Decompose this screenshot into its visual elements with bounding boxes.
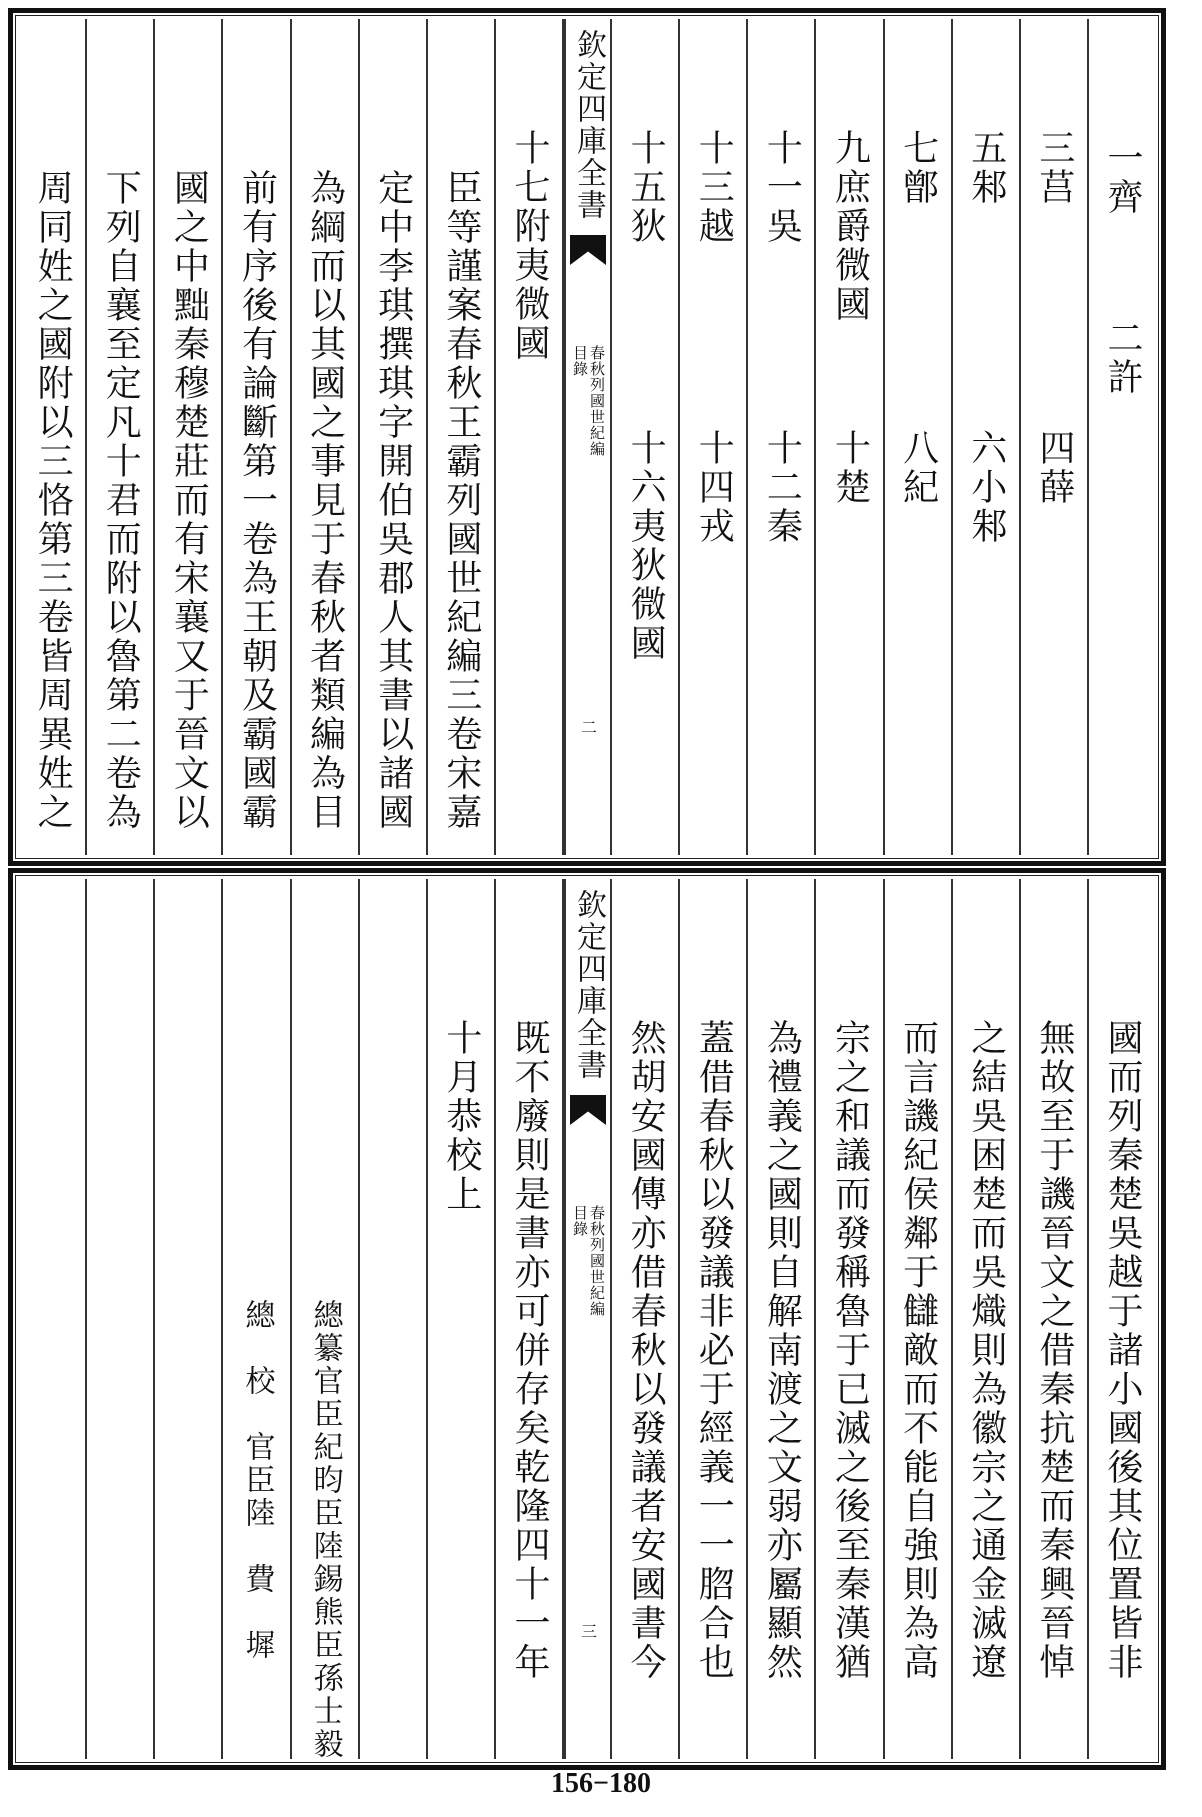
bottom-col-4	[885, 879, 953, 1759]
text-column: 然胡安國傳亦借春秋以發議者安國書今	[625, 1019, 667, 1682]
bottom-col-12	[292, 879, 360, 1759]
text-column: 宗之和議而發稱魯于已滅之後至秦漢猶	[829, 1019, 871, 1682]
top-col-15	[87, 19, 155, 855]
top-col-16	[19, 19, 87, 855]
text-column: 為綱而以其國之事見于春秋者類編為目	[304, 169, 346, 832]
text-column: 國而列秦楚吳越于諸小國後其位置皆非	[1101, 1019, 1143, 1682]
text-column: 國之中黜秦穆楚莊而有宋襄又于晉文以	[168, 169, 210, 832]
top-col-7	[680, 19, 748, 855]
bottom-col-15	[87, 879, 155, 1759]
fishtail-mark	[570, 1095, 606, 1125]
text-column: 十月恭校上	[440, 1019, 482, 1214]
text-column: 既不廢則是書亦可併存矣乾隆四十一年	[508, 1019, 550, 1682]
bottom-col-2	[1021, 879, 1089, 1759]
bottom-col-3	[953, 879, 1021, 1759]
entry: 七鄫	[897, 129, 939, 207]
center-subtitle	[572, 345, 604, 457]
bottom-col-16	[19, 879, 87, 1759]
text-column: 前有序後有論斷第一卷為王朝及霸國霸	[236, 169, 278, 832]
text-column: 臣等謹案春秋王霸列國世紀編三卷宋嘉	[440, 169, 482, 832]
top-col-3	[953, 19, 1021, 855]
entry: 十二秦	[761, 429, 803, 546]
text-column: 蓋借春秋以發議非必于經義一一脗合也	[693, 1019, 735, 1682]
bottom-page	[8, 868, 1166, 1770]
top-center-column	[564, 19, 612, 855]
section-title: 目錄	[571, 1205, 589, 1237]
bottom-col-1	[1089, 879, 1155, 1759]
bottom-col-13	[223, 879, 291, 1759]
header-title: 欽定四庫全書	[571, 889, 606, 1081]
entry: 十五狄	[625, 129, 667, 246]
compiler-line: 總纂官臣紀昀臣陸錫熊臣孫士毅	[307, 1299, 343, 1761]
bottom-columns	[19, 879, 1155, 1759]
top-col-13	[223, 19, 291, 855]
top-col-2	[1021, 19, 1089, 855]
page-number: 二	[578, 719, 598, 735]
entry: 八紀	[897, 429, 939, 507]
header-title: 欽定四庫全書	[571, 29, 606, 221]
page-number: 三	[578, 1623, 598, 1639]
entry: 十六夷狄微國	[625, 429, 667, 663]
entry: 十四戎	[693, 429, 735, 546]
bottom-col-5	[816, 879, 884, 1759]
bottom-col-11	[360, 879, 428, 1759]
book-title: 春秋列國世紀編	[588, 1205, 606, 1317]
bottom-col-10	[428, 879, 496, 1759]
text-column: 定中李琪撰琪字開伯吳郡人其書以諸國	[372, 169, 414, 832]
entry: 二許	[1101, 319, 1143, 397]
entry: 九庶爵微國	[829, 129, 871, 324]
top-col-12	[292, 19, 360, 855]
entry: 十楚	[829, 429, 871, 507]
top-col-9	[496, 19, 564, 855]
section-title: 目錄	[571, 345, 589, 377]
text-column: 之結吳困楚而吳熾則為徽宗之通金滅遼	[965, 1019, 1007, 1682]
entry: 六小邾	[965, 429, 1007, 546]
top-page	[8, 8, 1166, 866]
page-footer-number: 156−180	[551, 1768, 651, 1799]
text-column: 為禮義之國則自解南渡之文弱亦屬顯然	[761, 1019, 803, 1682]
entry: 五邾	[965, 129, 1007, 207]
top-col-11	[360, 19, 428, 855]
bottom-col-14	[155, 879, 223, 1759]
top-col-8	[612, 19, 680, 855]
proofreader-line: 總 校 官臣陸 費 墀	[239, 1299, 275, 1662]
book-title: 春秋列國世紀編	[588, 345, 606, 457]
text-column: 無故至于譏晉文之借秦抗楚而秦興晉悼	[1033, 1019, 1075, 1682]
bottom-center-column	[564, 879, 612, 1759]
entry: 十一吳	[761, 129, 803, 246]
bottom-col-7	[680, 879, 748, 1759]
center-subtitle	[572, 1205, 604, 1317]
top-columns	[19, 19, 1155, 855]
top-col-14	[155, 19, 223, 855]
text-column: 而言譏紀侯鄰于讎敵而不能自強則為高	[897, 1019, 939, 1682]
bottom-col-9	[496, 879, 564, 1759]
fishtail-mark	[570, 235, 606, 265]
bottom-col-6	[748, 879, 816, 1759]
text-column: 下列自襄至定凡十君而附以魯第二卷為	[100, 169, 142, 832]
top-col-10	[428, 19, 496, 855]
entry: 一齊	[1101, 139, 1143, 217]
top-col-4	[885, 19, 953, 855]
top-col-5	[816, 19, 884, 855]
entry: 十三越	[693, 129, 735, 246]
top-col-1	[1089, 19, 1155, 855]
entry: 十七附夷微國	[508, 129, 550, 363]
entry: 四薛	[1033, 429, 1075, 507]
text-column: 周同姓之國附以三恪第三卷皆周異姓之	[32, 169, 74, 832]
entry: 三莒	[1033, 129, 1075, 207]
top-col-6	[748, 19, 816, 855]
bottom-col-8	[612, 879, 680, 1759]
